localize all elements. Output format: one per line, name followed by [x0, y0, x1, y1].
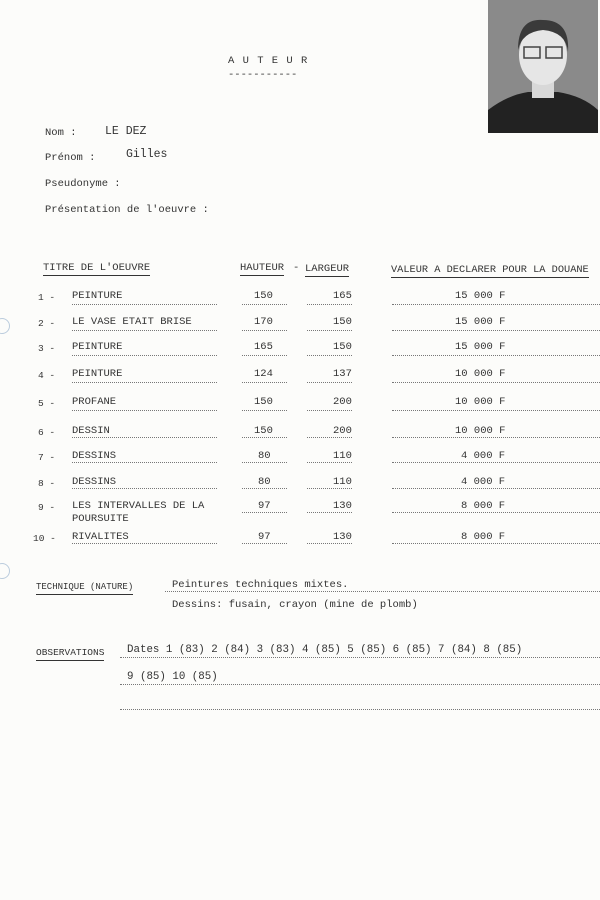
dotted-line [307, 355, 352, 356]
dotted-line [242, 437, 287, 438]
row-title: PEINTURE [72, 368, 123, 380]
row-number: 7 - [38, 452, 56, 463]
dotted-line [392, 543, 600, 544]
row-title: PEINTURE [72, 290, 123, 302]
row-valeur: 15 000 F [455, 290, 506, 302]
row-largeur: 150 [333, 341, 352, 353]
row-title: DESSINS [72, 476, 117, 488]
dotted-line [307, 304, 352, 305]
page-heading: A U T E U R [228, 55, 309, 67]
dotted-line [307, 543, 352, 544]
presentation-label: Présentation de l'oeuvre : [45, 204, 209, 216]
dotted-line [72, 410, 217, 411]
dotted-line [307, 512, 352, 513]
row-hauteur: 165 [254, 341, 273, 353]
row-hauteur: 80 [258, 476, 271, 488]
row-number: 8 - [38, 478, 56, 489]
dotted-line [242, 304, 287, 305]
row-number: 5 - [38, 398, 56, 409]
technique-label: TECHNIQUE (NATURE) [36, 581, 133, 595]
row-valeur: 4 000 F [461, 476, 506, 488]
row-hauteur: 124 [254, 368, 273, 380]
dotted-line [307, 410, 352, 411]
row-title: DESSIN [72, 425, 110, 437]
row-valeur: 4 000 F [461, 450, 506, 462]
row-number: 4 - [38, 370, 56, 381]
nom-label: Nom : [45, 127, 77, 139]
row-number: 9 - [38, 502, 56, 513]
punch-hole [0, 318, 10, 334]
observations-line2: 9 (85) 10 (85) [127, 671, 218, 683]
row-title: LE VASE ETAIT BRISE [72, 316, 192, 328]
row-largeur: 137 [333, 368, 352, 380]
dotted-line [392, 304, 600, 305]
row-largeur: 200 [333, 396, 352, 408]
dotted-line [392, 382, 600, 383]
row-number: 1 - [38, 292, 56, 303]
row-number: 10 - [33, 533, 56, 544]
dotted-line [120, 684, 600, 685]
row-number: 3 - [38, 343, 56, 354]
dotted-line [392, 355, 600, 356]
dotted-line [242, 512, 287, 513]
dotted-line [72, 382, 217, 383]
heading-rule: ----------- [228, 69, 298, 81]
row-largeur: 110 [333, 476, 352, 488]
technique-line1: Peintures techniques mixtes. [172, 579, 349, 591]
author-photo [488, 0, 598, 133]
dotted-line [242, 462, 287, 463]
dotted-line [307, 488, 352, 489]
dotted-line [392, 488, 600, 489]
dotted-line [165, 591, 600, 592]
dotted-line [72, 355, 217, 356]
dotted-line [120, 657, 600, 658]
dotted-line [307, 462, 352, 463]
observations-line1: Dates 1 (83) 2 (84) 3 (83) 4 (85) 5 (85) 6 (85) 7 (84) 8 (85) [127, 644, 523, 656]
row-largeur: 110 [333, 450, 352, 462]
header-title: TITRE DE L'OEUVRE [43, 262, 151, 274]
dotted-line [392, 330, 600, 331]
dotted-line [392, 462, 600, 463]
technique-line2: Dessins: fusain, crayon (mine de plomb) [172, 599, 418, 611]
row-title: PEINTURE [72, 341, 123, 353]
row-title: LES INTERVALLES DE LA POURSUITE [72, 500, 205, 525]
prenom-label: Prénom : [45, 152, 96, 164]
dotted-line [307, 330, 352, 331]
row-hauteur: 170 [254, 316, 273, 328]
dotted-line [242, 355, 287, 356]
row-valeur: 10 000 F [455, 425, 506, 437]
dotted-line [392, 512, 600, 513]
row-hauteur: 150 [254, 425, 273, 437]
dotted-line [242, 543, 287, 544]
row-hauteur: 97 [258, 500, 271, 512]
punch-hole [0, 563, 10, 579]
pseudonyme-label: Pseudonyme : [45, 178, 121, 190]
dotted-line [72, 304, 217, 305]
row-valeur: 8 000 F [461, 500, 506, 512]
row-number: 2 - [38, 318, 56, 329]
dotted-line [242, 410, 287, 411]
header-hauteur: HAUTEUR [240, 262, 285, 274]
row-number: 6 - [38, 427, 56, 438]
row-valeur: 10 000 F [455, 368, 506, 380]
row-title: PROFANE [72, 396, 117, 408]
dotted-line [242, 382, 287, 383]
row-valeur: 10 000 F [455, 396, 506, 408]
dotted-line [72, 488, 217, 489]
header-largeur: LARGEUR [305, 263, 350, 275]
header-dash: - [293, 262, 300, 274]
dotted-line [242, 488, 287, 489]
row-hauteur: 97 [258, 531, 271, 543]
row-hauteur: 80 [258, 450, 271, 462]
dotted-line [72, 330, 217, 331]
row-largeur: 130 [333, 531, 352, 543]
nom-value: LE DEZ [105, 125, 147, 138]
dotted-line [392, 410, 600, 411]
dotted-line [72, 462, 217, 463]
row-title: RIVALITES [72, 531, 129, 543]
dotted-line [72, 543, 217, 544]
dotted-line [120, 709, 600, 710]
dotted-line [242, 330, 287, 331]
row-largeur: 200 [333, 425, 352, 437]
row-valeur: 15 000 F [455, 316, 506, 328]
row-valeur: 15 000 F [455, 341, 506, 353]
row-valeur: 8 000 F [461, 531, 506, 543]
observations-label: OBSERVATIONS [36, 647, 104, 661]
row-largeur: 150 [333, 316, 352, 328]
dotted-line [72, 437, 217, 438]
prenom-value: Gilles [126, 148, 168, 161]
row-largeur: 165 [333, 290, 352, 302]
dotted-line [392, 437, 600, 438]
header-valeur: VALEUR A DECLARER POUR LA DOUANE [391, 264, 589, 276]
dotted-line [307, 437, 352, 438]
dotted-line [307, 382, 352, 383]
row-hauteur: 150 [254, 290, 273, 302]
row-title: DESSINS [72, 450, 117, 462]
row-hauteur: 150 [254, 396, 273, 408]
row-largeur: 130 [333, 500, 352, 512]
